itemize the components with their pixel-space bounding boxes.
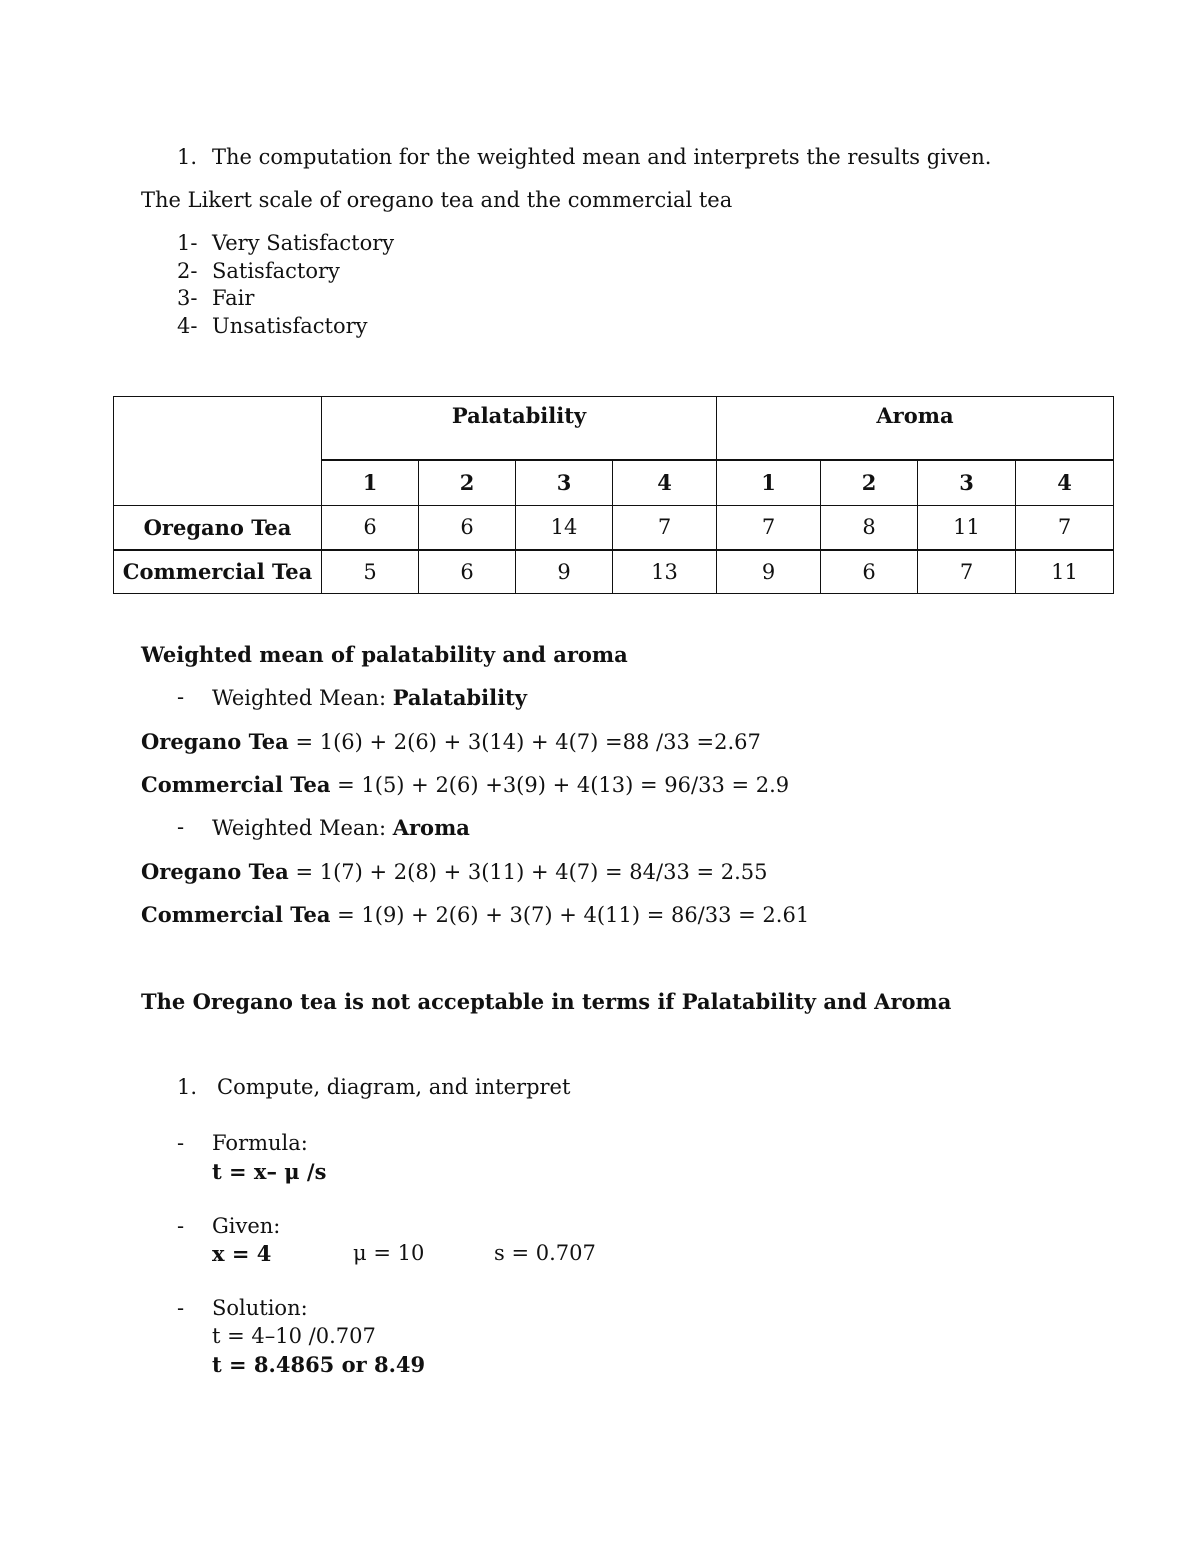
equation-expr: = 1(5) + 2(6) +3(9) + 4(13) = 96/33 = 2.9 xyxy=(330,773,790,797)
table-cell: 9 xyxy=(717,550,821,594)
given-x-text: x = 4 xyxy=(212,1241,272,1266)
formula-label: Formula: xyxy=(212,1131,308,1155)
given-label: Given: xyxy=(212,1214,281,1238)
likert-item-label: Very Satisfactory xyxy=(212,231,395,255)
equation-label: Oregano Tea xyxy=(141,859,289,884)
bullet-dash: - xyxy=(177,1131,185,1155)
aroma-bullet xyxy=(212,817,470,839)
solution-label: Solution: xyxy=(212,1296,308,1320)
conclusion-text: The Oregano tea is not acceptable in terms if Palatability and Aroma xyxy=(141,989,952,1014)
section2-number: 1. xyxy=(177,1075,198,1099)
bullet-prefix: Weighted Mean: xyxy=(212,686,393,710)
table-cell: 13 xyxy=(613,550,717,594)
weighted-title: Weighted mean of palatability and aroma xyxy=(141,642,628,667)
given-x xyxy=(212,1243,271,1265)
table-cell: 6 xyxy=(419,506,516,550)
table-group-header-row xyxy=(114,397,1114,460)
given-mu xyxy=(353,1243,424,1264)
equation-aroma-commercial xyxy=(141,904,809,926)
likert-item-num: 4- xyxy=(177,314,198,338)
likert-item-label: Satisfactory xyxy=(212,259,340,283)
table-row xyxy=(114,550,1114,594)
heading-number: 1. xyxy=(177,145,198,169)
bullet-bold: Aroma xyxy=(392,815,470,840)
table-cell: 7 xyxy=(918,550,1016,594)
bullet-dash: - xyxy=(177,685,185,709)
likert-item-num: 3- xyxy=(177,286,198,310)
table-cell: 14 xyxy=(516,506,613,550)
bullet-dash: - xyxy=(177,815,185,839)
row-label-commercial: Commercial Tea xyxy=(114,550,322,594)
formula-text: t = x– μ /s xyxy=(212,1159,327,1184)
table-cell: 6 xyxy=(322,506,419,550)
likert-item-num: 1- xyxy=(177,231,198,255)
bullet-prefix: Weighted Mean: xyxy=(212,816,393,840)
likert-title: The Likert scale of oregano tea and the commercial tea xyxy=(141,188,733,212)
scale-header-cell: 1 xyxy=(322,460,419,506)
solution-line-1-text: t = 4–10 /0.707 xyxy=(212,1324,376,1348)
scale-header-cell: 3 xyxy=(918,460,1016,506)
likert-item-num: 2- xyxy=(177,259,198,283)
table-cell: 7 xyxy=(613,506,717,550)
table-cell: 8 xyxy=(821,506,918,550)
likert-item-label: Unsatisfactory xyxy=(212,314,368,338)
table-cell: 6 xyxy=(419,550,516,594)
equation-expr: = 1(6) + 2(6) + 3(14) + 4(7) =88 /33 =2.67 xyxy=(288,730,761,754)
equation-pal-commercial xyxy=(141,774,789,796)
scale-header-cell: 1 xyxy=(717,460,821,506)
table-cell: 11 xyxy=(918,506,1016,550)
given-s xyxy=(494,1243,596,1264)
group-header-aroma: Aroma xyxy=(717,397,1114,460)
row-label-oregano: Oregano Tea xyxy=(114,506,322,550)
solution-line-2: t = 8.4865 or 8.49 xyxy=(212,1352,426,1377)
scale-header-cell: 2 xyxy=(821,460,918,506)
equation-expr: = 1(9) + 2(6) + 3(7) + 4(11) = 86/33 = 2.61 xyxy=(330,903,810,927)
section2-title: Compute, diagram, and interpret xyxy=(217,1075,571,1099)
equation-aroma-oregano xyxy=(141,861,768,883)
table-cell: 5 xyxy=(322,550,419,594)
table-cell: 6 xyxy=(821,550,918,594)
table-cell: 7 xyxy=(1016,506,1114,550)
equation-label: Commercial Tea xyxy=(141,772,331,797)
scale-header-cell: 2 xyxy=(419,460,516,506)
equation-expr: = 1(7) + 2(8) + 3(11) + 4(7) = 84/33 = 2.55 xyxy=(288,860,768,884)
solution-line-1 xyxy=(212,1326,376,1347)
bullet-dash: - xyxy=(177,1214,185,1238)
table-cell: 11 xyxy=(1016,550,1114,594)
equation-label: Oregano Tea xyxy=(141,729,289,754)
equation-pal-oregano xyxy=(141,731,761,753)
table-cell: 7 xyxy=(717,506,821,550)
scale-header-cell: 3 xyxy=(516,460,613,506)
heading-text: The computation for the weighted mean and interprets the results given. xyxy=(212,145,992,169)
scale-header-cell: 4 xyxy=(613,460,717,506)
group-header-palatability: Palatability xyxy=(322,397,717,460)
palatability-bullet xyxy=(212,687,527,709)
equation-label: Commercial Tea xyxy=(141,902,331,927)
table-row xyxy=(114,506,1114,550)
bullet-bold: Palatability xyxy=(392,685,527,710)
likert-item-label: Fair xyxy=(212,286,255,310)
table-cell: 9 xyxy=(516,550,613,594)
table-corner-cell xyxy=(114,397,322,506)
ratings-table xyxy=(113,396,1114,594)
given-s-text: s = 0.707 xyxy=(494,1241,596,1265)
scale-header-cell: 4 xyxy=(1016,460,1114,506)
given-mu-text: μ = 10 xyxy=(353,1241,425,1265)
bullet-dash: - xyxy=(177,1296,185,1320)
